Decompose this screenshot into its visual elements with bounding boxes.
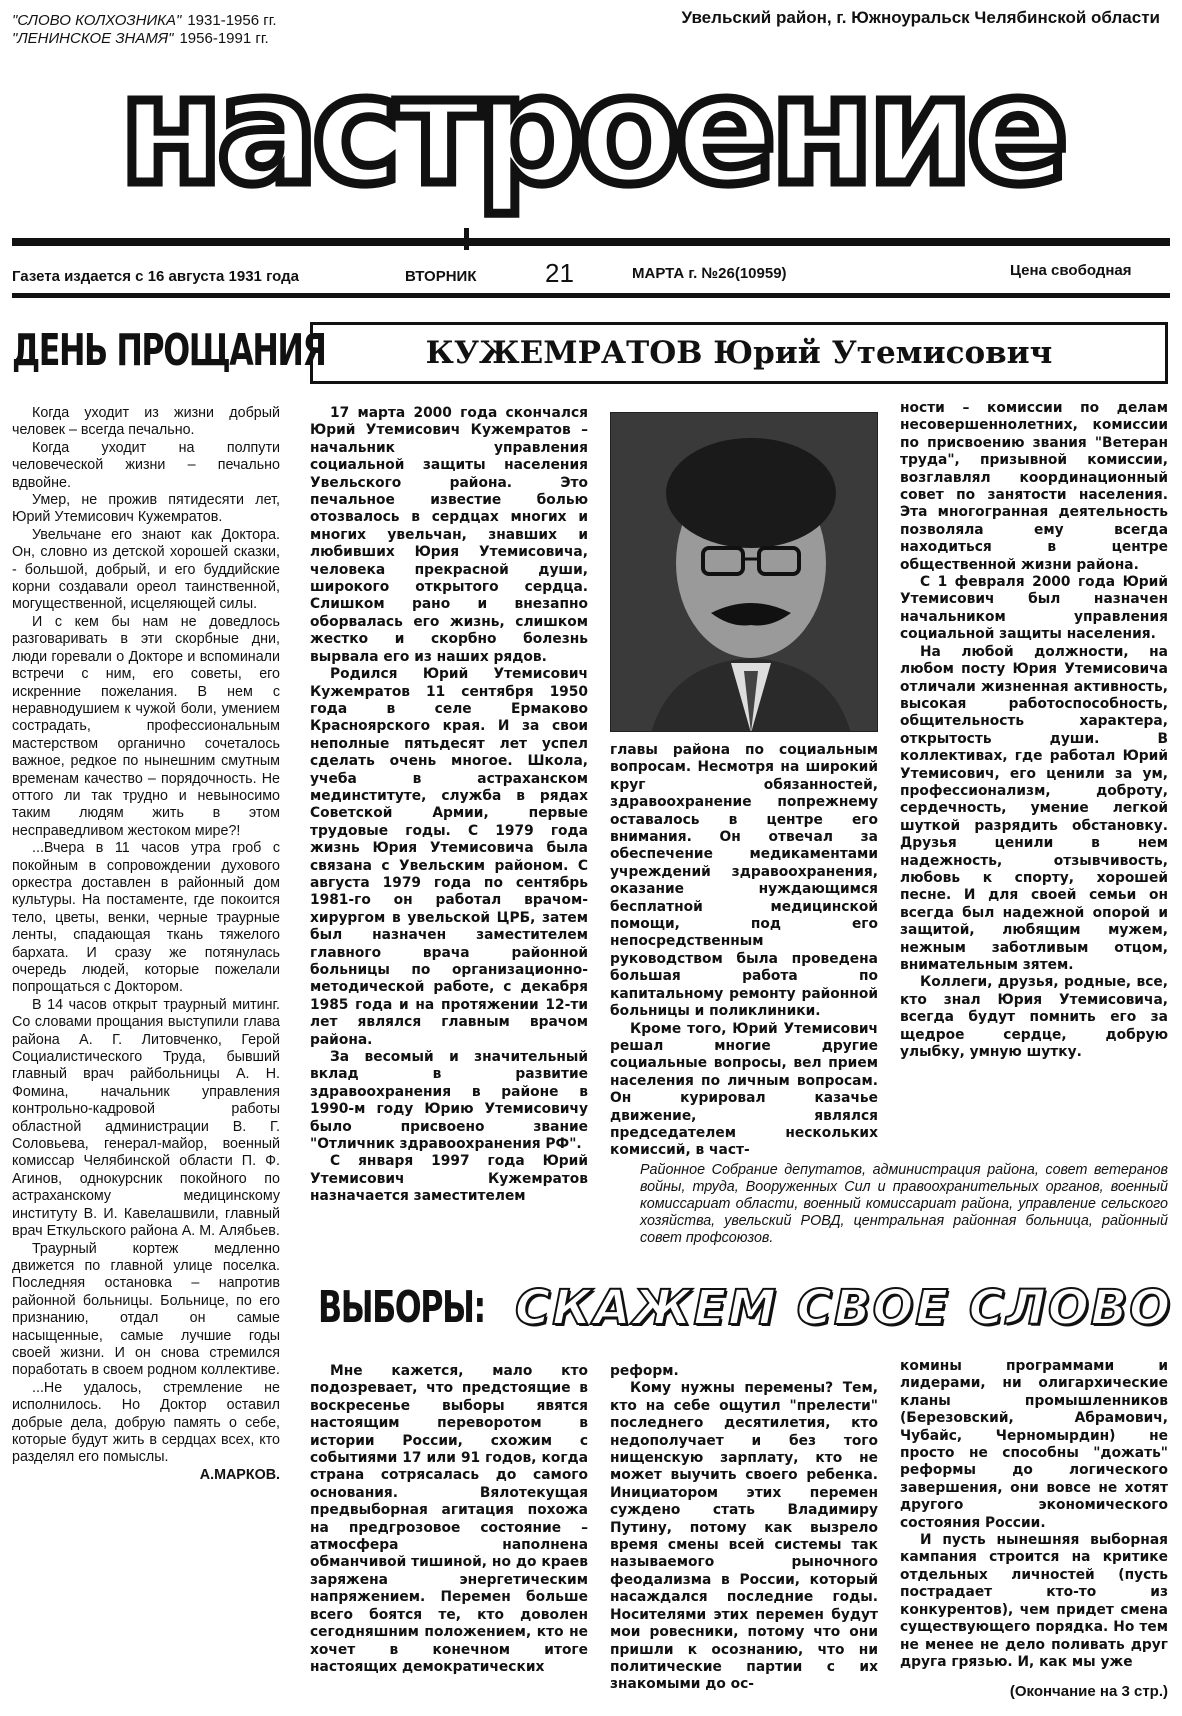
obituary-name-box [310,322,1168,384]
farewell-paragraph: И с кем бы нам не доведлось разговаривать в эти скорбные дни, люди горевали о Докторе и вспоминали встречи с ним, его советы, его искренние пожелания. В нем с неравнодушием к чужой боли, умением сострадать, профессиональным мастерством органично сочеталось важное, редкое по нынешним смутным временам качество – порядочность. Не оттого ли так трудно и невыносимо таким людям жить в этом несправедливом жестоком мире?! [12,613,280,839]
masthead-rule-tick [464,228,469,250]
obituary-column-1 [310,405,588,1206]
newspaper-title: настроение [119,44,1063,218]
farewell-paragraph: ...Не удалось, стремление не исполнилось. Но Доктор оставил добрые дела, добрую память о себе, которые будут жить в сердцах всех, кто разделял его помыслы. [12,1379,280,1466]
obituary-column-2 [610,742,878,1160]
elections-paragraph: Мне кажется, мало кто подозревает, что предстоящие в воскресенье выборы явятся настоящим переворотом в истории России, схожим с событиями 17 или 91 годов, когда страна сотрясалась до самого основания. Вялотекущая предвыборная агитация похожа на предгрозовое состояние – атмосфера наполнена обманчивой тишиной, но до краев заряжена энергетическим напряжением. Перемен больше всего боятся те, кто доволен сегодняшним положением, кто не хочет в конечном итоге настоящих демократических [310,1363,588,1675]
masthead-rule-top [12,238,1170,246]
elections-column-1 [310,1363,588,1676]
elections-paragraph: Кому нужны перемены? Тем, кто на себе ощутил "прелести" последнего десятилетия, кто недополучает и без того нищенскую зарплату, кто не может выучить своего ребенка. Инициатором этих перемен суждено стать Владимиру Путину, потому как вызрело время смены всей системы так называемого рыночного феодализма в России, который насаждался последние годы. Носителями этих перемен будут мои ровесники, потому что они пришли к осознанию, что ни политические партии с их знакомыми до ос- [610,1380,878,1693]
region-line: Увельский район, г. Южноуральск Челябинской области [681,8,1160,27]
obituary-paragraph: главы района по социальным вопросам. Несмотря на широкий круг обязанностей, здравоохранение попрежнему оставалось в центре его внимания. Он отвечал за обеспечение медикаментами учреждений здравоохранения, оказание нуждающимся бесплатной медицинской помощи, под его непосредственным руководством была проведена большая работа по капитальному ремонту районной больницы и поликлиники. [610,742,878,1020]
day-number: 21 [545,258,574,288]
elections-paragraph: И пусть нынешняя выборная кампания строится на критике отдельных личностей (пусть пострадает кто-то из конкурентов), чем придет смена существующего порядка. Но тем не менее не дело поливать друг друга грязью. И, как мы уже [900,1532,1168,1670]
farewell-signature: А.МАРКОВ. [199,1466,280,1483]
farewell-article [12,405,280,1484]
founded-line: Газета издается с 16 августа 1931 года [12,268,299,285]
continued-note: (Окончание на 3 стр.) [1009,1683,1168,1700]
obituary-paragraph: Кроме того, Юрий Утемисович решал многие другие социальные вопросы, вел прием населения по личным вопросам. Он курировал казачье движение, являлся председателем нескольких комиссий, в част- [610,1020,878,1159]
obituary-paragraph: Коллеги, друзья, родные, все, кто знал Юрия Утемисовича, всегда будут помнить его за щедрое сердце, добрую улыбку, умную шутку. [900,974,1168,1061]
farewell-paragraph: Траурный кортеж медленно движется по главной улице поселка. Последняя остановка – напротив районной больницы. Больнице, по его признанию, отдал он самые насыщенные, самые лучшие годы своей жизни. И он снова стремился поработать в своем родном коллективе. [12,1240,280,1379]
elections-column-2 [610,1363,878,1694]
month-issue: МАРТА г. №26(10959) [632,265,787,282]
obituary-column-3 [900,400,1168,1061]
elections-paragraph: реформ. [610,1363,679,1379]
farewell-paragraph: Умер, не прожив пятидесяти лет, Юрий Утемисович Кужемратов. [12,492,280,526]
price: Цена свободная [1010,262,1132,279]
obituary-paragraph: За весомый и значительный вклад в развитие здравоохранения в районе в 1990-м году Юрию Утемисовичу было присвоено звание "Отличник здравоохранения РФ". [310,1049,588,1153]
portrait-image [611,413,878,732]
portrait-photo [610,412,878,732]
farewell-paragraph: В 14 часов открыт траурный митинг. Со словами прощания выступили глава района А. Г. Литовченко, Герой Социалистического Труда, бывший главный врач райбольницы А. Н. Фомина, начальник управления контрольно-кадровой работы областной администрации В. Г. Соловьева, генерал-майор, военный комиссар Челябинской области П. Ф. Агинов, однокурсник покойного по астраханскому медицинскому институту В. И. Кавелашвили, главный врач Еткульского района А. М. Алябьев. [12,996,280,1240]
header-rule-bottom [12,293,1170,298]
farewell-paragraph: Когда уходит из жизни добрый человек – всегда печально. [12,405,280,439]
obituary-name: КУЖЕМРАТОВ Юрий Утемисович [425,335,1053,371]
farewell-paragraph: Увельчане его знают как Доктора. Он, словно из детской хорошей сказки, - большой, добрый, и его буддийские корни создавали ореол таинственной, могущественной, исцеляющей силы. [12,526,280,613]
obituary-paragraph: 17 марта 2000 года скончался Юрий Утемисович Кужемратов – начальник управления социальной защиты населения Увельского района. Это печальное известие болью отозвалось в сердцах многих и многих увельчан, знавших и любивших Юрия Утемисовича, человека прекрасной души, широкого открытого сердца. Слишком рано и внезапно оборвалась его жизнь, слишком жестко и скорбно болезнь вырвала его из наших рядов. [310,405,588,665]
previous-name-2: "ЛЕНИНСКОЕ ЗНАМЯ" 1956-1991 гг. [12,30,269,47]
obituary-paragraph: На любой должности, на любом посту Юрия Утемисовича отличали жизненная активность, высокая работоспособность, общительность характера, открытость души. В коллективах, где работал Юрий Утемисович, его ценили за ум, профессионализм, доброту, сердечность, умение легкой шуткой разрядить обстановку. Друзья ценили в нем надежность, отзывчивость, любовь к спорту, хорошей песне. И для своей семьи он всегда был надежной опорой и защитой, любящим мужем, нежным заботливым отцом, внимательным зятем. [900,643,1168,973]
obituary-paragraph: Родился Юрий Утемисович Кужемратов 11 сентября 1950 года в селе Ермаково Красноярского края. И за свои неполные пятьдесят лет успел сделать очень многое. Школа, учеба в астраханском мединституте, служба в рядах Советской Армии, первые трудовые годы. С 1979 года жизнь Юрия Утемисовича была связана с Увельским районом. С августа 1979 года по сентябрь 1981-го он работал врачом-хирургом в увельской ЦРБ, затем был назначен заместителем главного врача районной больницы по организационно-методической работе, с декабря 1985 года и на протяжении 12-ти лет являлся главным врачом района. [310,666,588,1048]
farewell-paragraph: ...Вчера в 11 часов утра гроб с покойным в сопровождении духового оркестра доставлен в районный дом культуры. На постаменте, где покоится тело, цветы, венки, черные траурные ленты, спадающая ткань тяжелого бархата. И сразу же потянулась очередь людей, которые пожелали попрощаться с Доктором. [12,840,280,996]
elections-headline-main: СКАЖЕМ СВОЕ СЛОВО [515,1280,1173,1336]
previous-name-1: "СЛОВО КОЛХОЗНИКА" 1931-1956 гг. [12,12,277,29]
obituary-paragraph: С 1 февраля 2000 года Юрий Утемисович был назначен начальником управления социальной защиты населения. [900,574,1168,643]
farewell-paragraph: Когда уходит на полпути человеческой жизни – печально вдвойне. [12,439,280,491]
obituary-paragraph: С января 1997 года Юрий Утемисович Кужемратов назначается заместителем [310,1153,588,1205]
elections-column-3 [900,1358,1168,1671]
obituary-signed-by: Районное Собрание депутатов, администрация района, совет ветеранов войны, труда, Вооруженных Сил и правоохранительных органов, военный комиссариат области, военный комиссариат района, управление сельского хозяйства, увельский РОВД, центральная районная больница, районный совет профсоюзов. [640,1162,1168,1246]
farewell-headline: ДЕНЬ ПРОЩАНИЯ [12,325,326,376]
elections-headline-prefix: ВЫБОРЫ: [318,1282,485,1333]
previous-names [12,12,352,48]
elections-paragraph: комины программами и лидерами, ни олигархические кланы промышленников (Березовский, Абрамович, Чубайс, Черномырдин) не просто не способны "дожать" реформы до логического завершения, они вовсе не хотят другого экономического состояния России. [900,1358,1168,1531]
weekday: ВТОРНИК [405,268,477,285]
obituary-paragraph: ности – комиссии по делам несовершеннолетних, комиссии по присвоению звания "Ветеран труда", призывной комиссии, возглавлял координационный совет по занятости населения. Эта многогранная деятельность позволяла ему всегда находиться в центре общественной жизни района. [900,400,1168,573]
